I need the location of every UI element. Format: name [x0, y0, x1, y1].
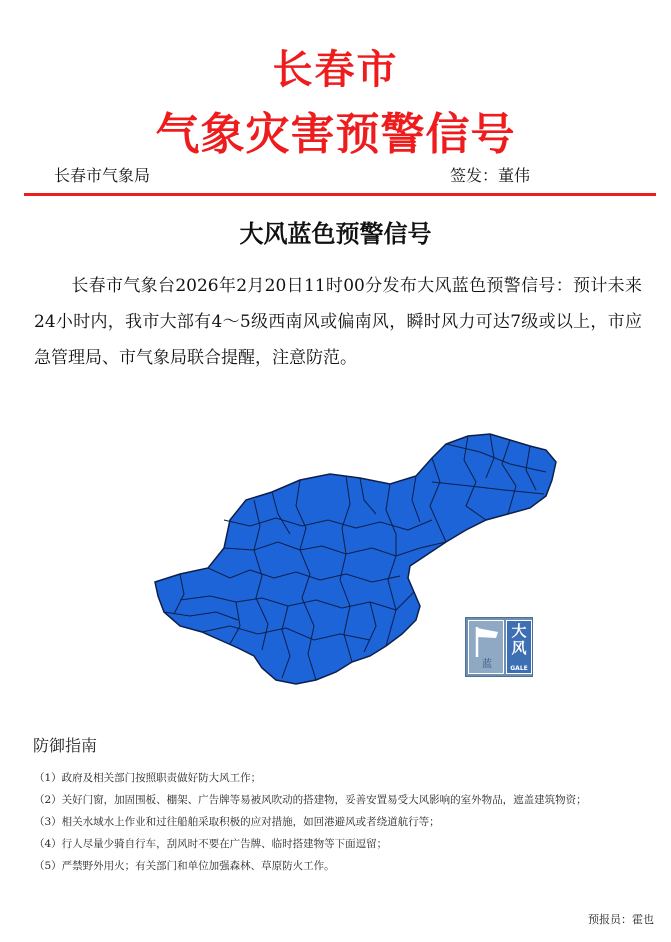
gale-hazard-text: 大风 [511, 622, 527, 657]
gale-level-text: 蓝 [482, 659, 492, 670]
signal-title: 气象灾害预警信号 [155, 109, 516, 160]
city-title: 长春市 [272, 47, 399, 93]
issuer: 长春市气象局 [54, 166, 151, 185]
windsock-flag-icon [471, 623, 501, 659]
guide-item: （4）行人尽量少骑自行车，刮风时不要在广告牌、临时搭建物等下面逗留； [34, 838, 388, 850]
signer-name: 董伟 [498, 166, 531, 185]
guide-item: （2）关好门窗，加固围板、棚架、广告牌等易被风吹动的搭建物，妥善安置易受大风影响的室外物品，遮盖建筑物资； [34, 794, 587, 806]
warning-title: 大风蓝色预警信号 [239, 220, 432, 248]
gale-english-text: GALE [510, 665, 528, 672]
signer [450, 163, 530, 186]
gale-warning-icon [465, 617, 533, 677]
signer-label: 签发： [450, 166, 499, 185]
forecaster [588, 911, 654, 927]
forecaster-name: 霍也 [632, 913, 654, 926]
forecaster-label: 预报员： [588, 913, 632, 926]
guide-item: （3）相关水域水上作业和过往船舶采取积极的应对措施，如回港避风或者绕道航行等； [34, 816, 440, 828]
guide-title: 防御指南 [33, 736, 98, 755]
header-divider [24, 193, 656, 196]
warning-body: 长春市气象台2026年2月20日11时00分发布大风蓝色预警信号：预计未来24小时内，我市大部有4～5级西南风或偏南风，瞬时风力可达7级或以上，市应急管理局、市气象局联合提醒，注意防范。 [34, 276, 642, 368]
gale-icon-left-panel [468, 620, 504, 674]
guide-item: （5）严禁野外用火；有关部门和单位加强森林、草原防火工作。 [34, 860, 335, 872]
guide-list [34, 767, 664, 877]
guide-item: （1）政府及相关部门按照职责做好防大风工作； [34, 772, 262, 784]
